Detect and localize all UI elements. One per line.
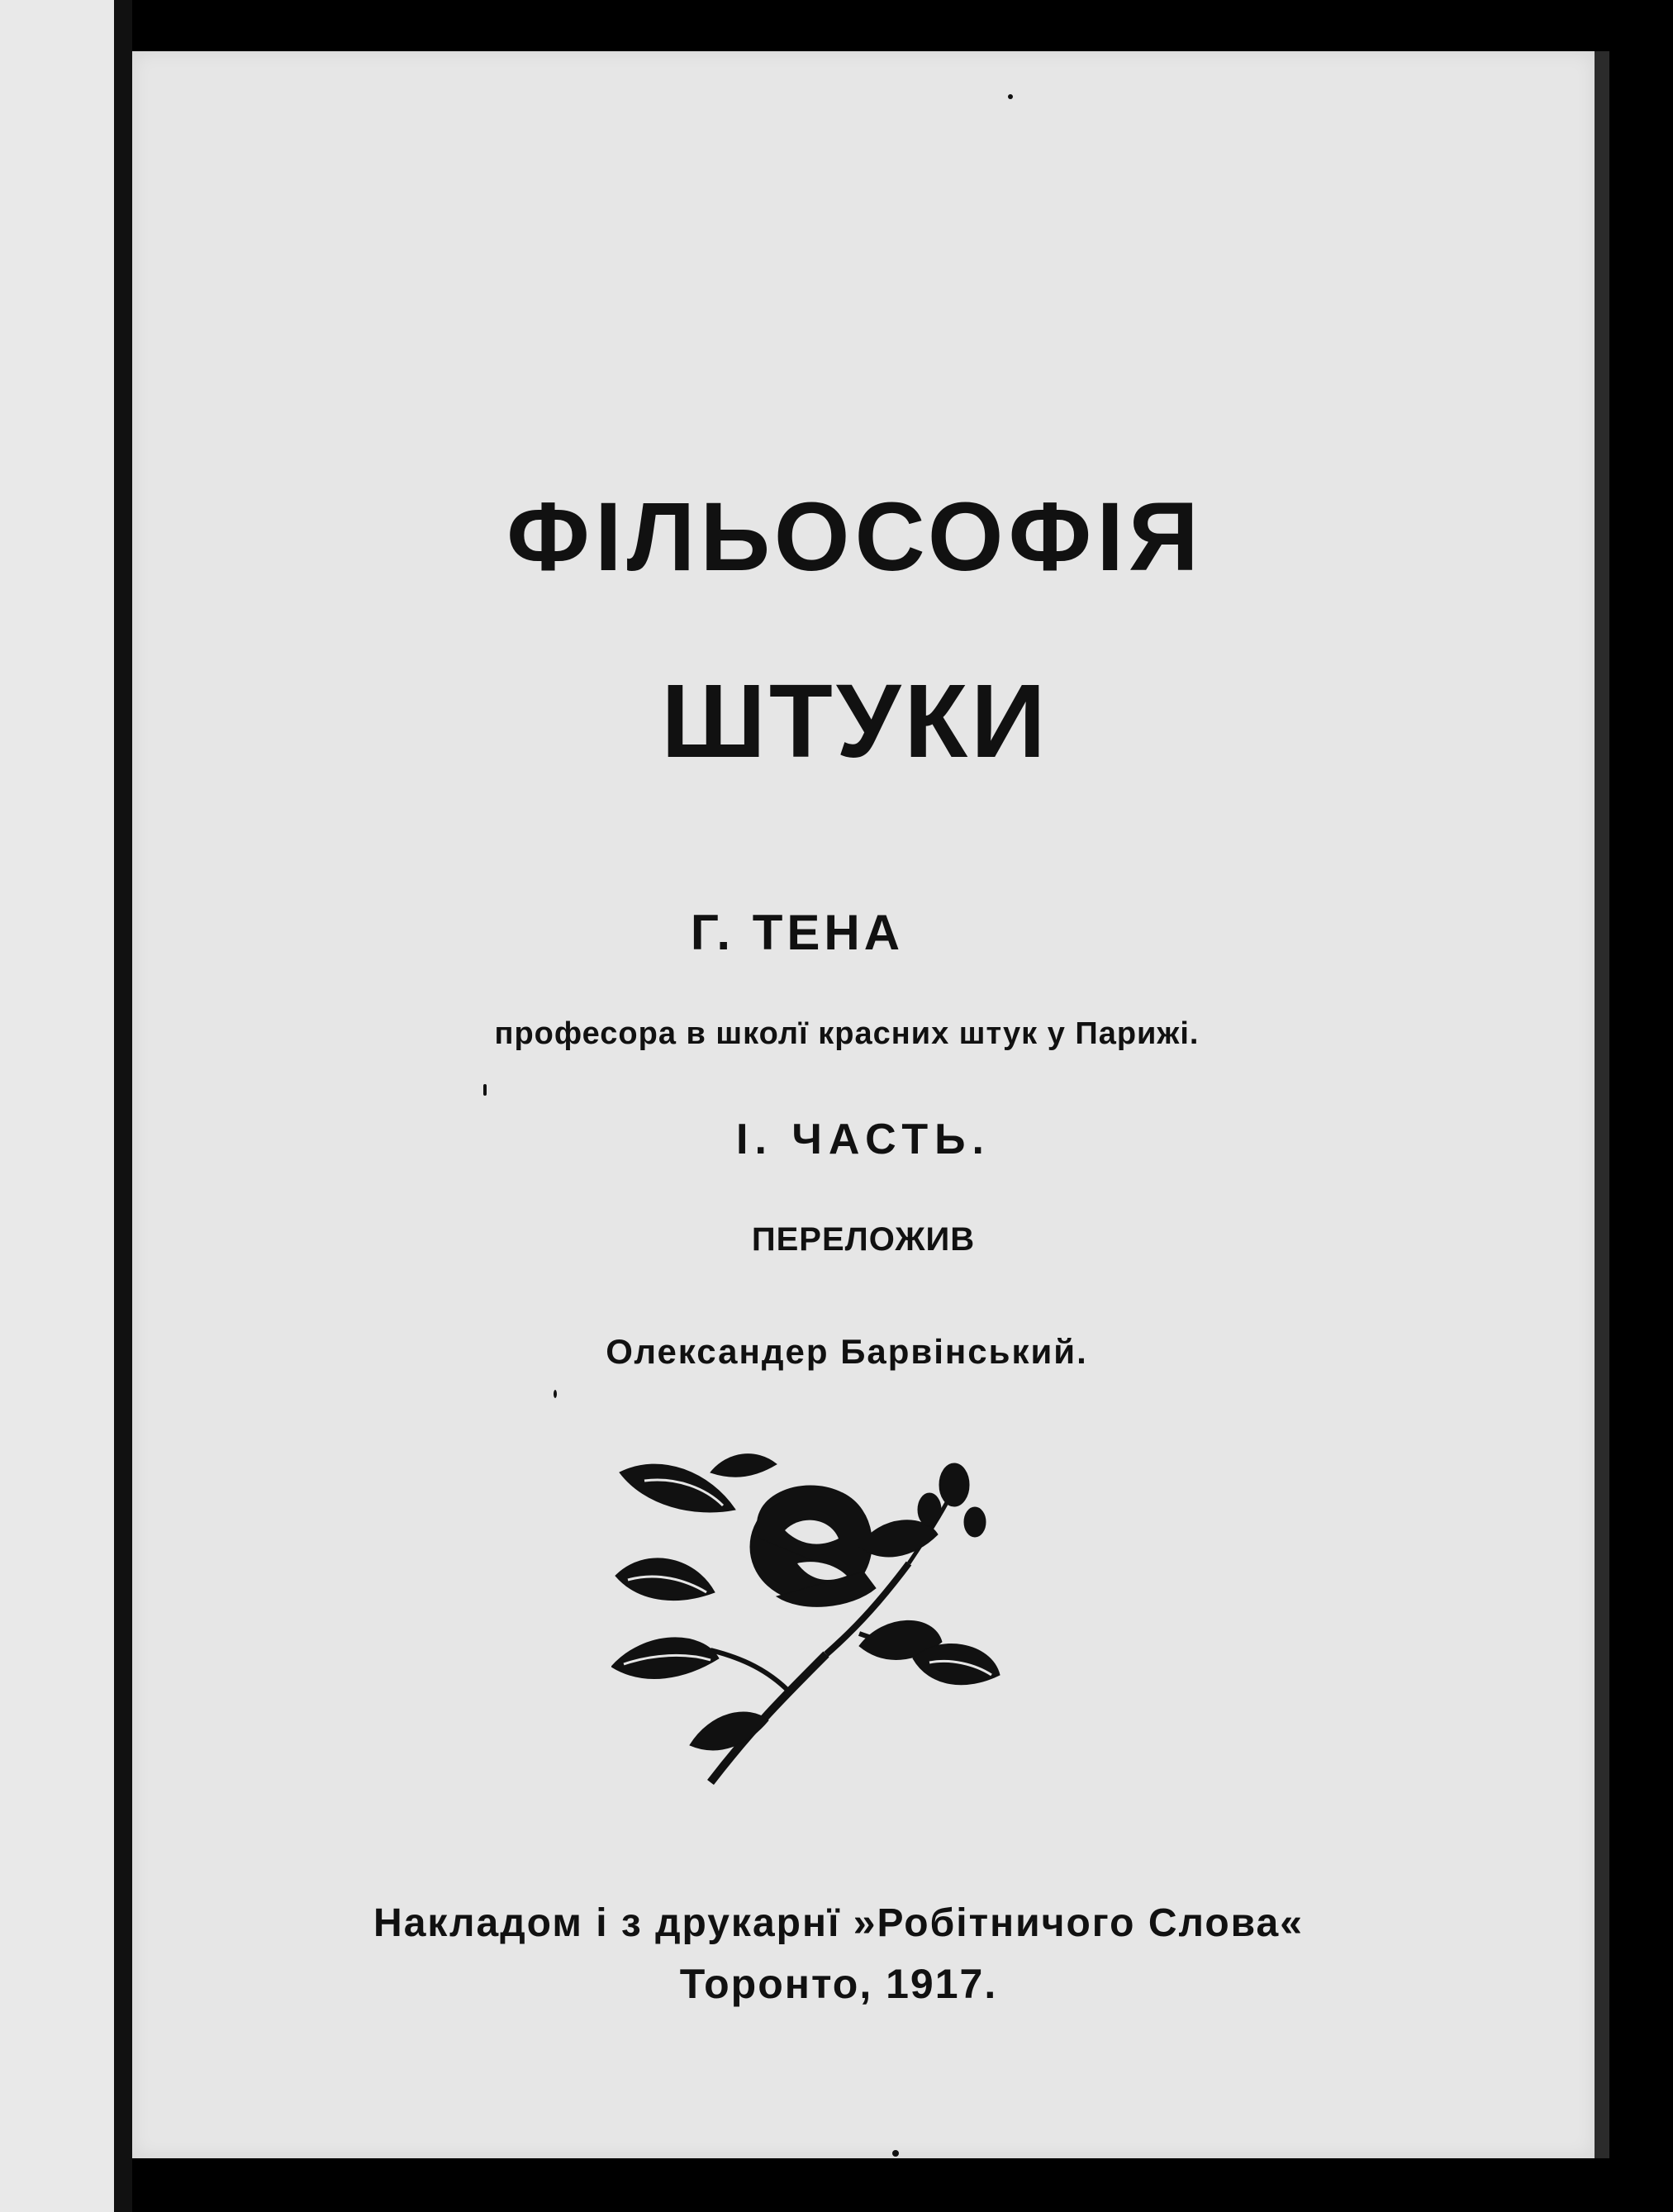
ink-speck: [554, 1390, 557, 1398]
title-page: [132, 51, 1595, 2158]
ink-speck: [483, 1084, 487, 1096]
translator-name: Олександер Барвінський.: [606, 1332, 1088, 1371]
author-name: Г. ТЕНА: [690, 905, 905, 960]
rose-ornament-icon: [611, 1448, 1082, 1795]
ink-speck: [892, 2150, 899, 2157]
place-and-year: Торонто, 1917.: [679, 1961, 998, 2007]
translated-by-label: ПЕРЕЛОЖИВ: [751, 1221, 976, 1258]
right-page-edge: [1595, 51, 1609, 2158]
book-title-line-2: ШТУКИ: [661, 663, 1049, 779]
book-spine: [114, 0, 132, 2212]
ink-speck: [1008, 94, 1013, 99]
book-title-line-1: ФІЛЬОСОФІЯ: [506, 483, 1204, 592]
author-role: професора в школї красних штук у Парижі.: [494, 1016, 1200, 1051]
part-number: І. ЧАСТЬ.: [736, 1116, 991, 1163]
publisher-imprint: Накладом і з друкарнї »Робітничого Слова«: [373, 1901, 1304, 1945]
left-page-edge: [0, 0, 114, 2212]
